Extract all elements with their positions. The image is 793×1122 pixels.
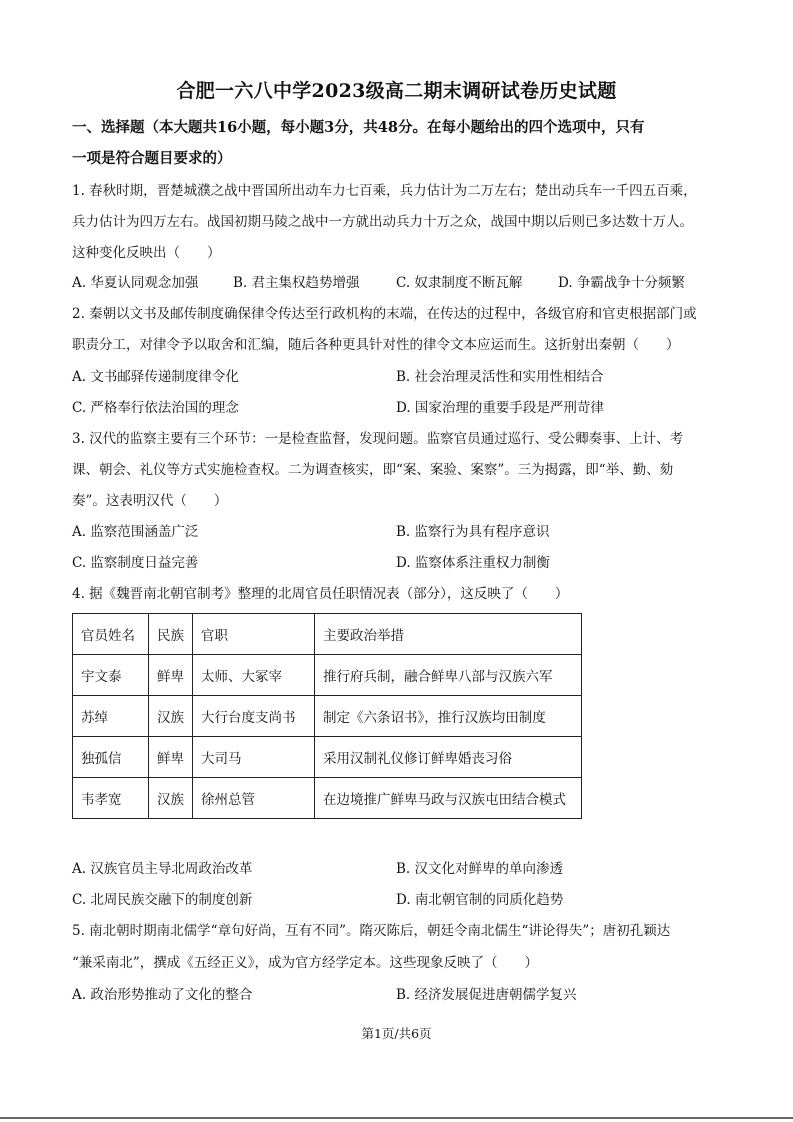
q4-option-a: A. 汉族官员主导北周政治改革 xyxy=(72,861,253,877)
exam-title: 合肥一六八中学2023级高二期末调研试卷历史试题 xyxy=(176,80,617,102)
q2-option-d: D. 国家治理的重要手段是严刑苛律 xyxy=(396,400,604,416)
table-cell: 汉族 xyxy=(149,696,193,737)
q3-stem-line3: 奏”。这表明汉代（ ） xyxy=(72,493,228,509)
section-heading-line2: 一项是符合题目要求的） xyxy=(72,150,232,167)
table-cell: 大行台度支尚书 xyxy=(193,696,315,737)
q2-option-a: A. 文书邮驿传递制度律令化 xyxy=(72,369,239,385)
table-cell: 在边境推广鲜卑马政与汉族屯田结合模式 xyxy=(315,778,582,819)
table-cell: 鲜卑 xyxy=(149,737,193,778)
q3-stem-line1: 3. 汉代的监察主要有三个环节：一是检查监督，发现问题。监察官员通过巡行、受公卿奏事、上计、考 xyxy=(72,431,684,447)
q1-stem-line2: 兵力估计为四万左右。战国初期马陵之战中一方就出动兵力十万之众，战国中期以后则已多达数十万人。 xyxy=(72,214,693,230)
q2-stem-line2: 职责分工，对律令予以取舍和汇编，随后各种更具针对性的律令文本应运而生。这折射出秦朝（ ） xyxy=(72,337,680,353)
q3-option-a: A. 监察范围涵盖广泛 xyxy=(72,524,199,540)
q4-option-c: C. 北周民族交融下的制度创新 xyxy=(72,892,253,908)
officials-table xyxy=(72,613,582,819)
q1-stem-line3: 这种变化反映出（ ） xyxy=(72,245,221,261)
q1-option-c: C. 奴隶制度不断瓦解 xyxy=(396,275,523,291)
q2-option-c: C. 严格奉行依法治国的理念 xyxy=(72,400,239,416)
q4-option-d: D. 南北朝官制的同质化趋势 xyxy=(396,892,564,908)
q1-option-b: B. 君主集权趋势增强 xyxy=(233,275,360,291)
page-number: 第1页/共6页 xyxy=(361,1026,432,1041)
table-cell: 宇文泰 xyxy=(73,655,149,696)
table-header-cell: 民族 xyxy=(149,614,193,655)
table-cell: 制定《六条诏书》，推行汉族均田制度 xyxy=(315,696,582,737)
table-cell: 推行府兵制，融合鲜卑八部与汉族六军 xyxy=(315,655,582,696)
q5-option-b: B. 经济发展促进唐朝儒学复兴 xyxy=(396,987,577,1003)
q4-option-b: B. 汉文化对鲜卑的单向渗透 xyxy=(396,861,564,877)
table-cell: 韦孝宽 xyxy=(73,778,149,819)
table-row xyxy=(73,737,582,778)
q3-option-b: B. 监察行为具有程序意识 xyxy=(396,524,550,540)
table-cell: 采用汉制礼仪修订鲜卑婚丧习俗 xyxy=(315,737,582,778)
q3-stem-line2: 课、朝会、礼仪等方式实施检查权。二为调查核实，即“案、案验、案察”。三为揭露，即“举、勤、劾 xyxy=(72,462,674,478)
q2-stem-line1: 2. 秦朝以文书及邮传制度确保律令传达至行政机构的末端，在传达的过程中，各级官府和官吏根据部门或 xyxy=(72,306,697,322)
q5-stem-line2: “兼采南北”，撰成《五经正义》，成为官方经学定本。这些现象反映了（ ） xyxy=(72,955,539,971)
table-cell: 太师、大冢宰 xyxy=(193,655,315,696)
table-cell: 鲜卑 xyxy=(149,655,193,696)
q1-stem-line1: 1. 春秋时期，晋楚城濮之战中晋国所出动车力七百乘，兵力估计为二万左右；楚出动兵车一千四五百乘， xyxy=(72,183,697,199)
q5-stem-line1: 5. 南北朝时期南北儒学“章句好尚，互有不同”。隋灭陈后，朝廷令南北儒生“讲论得失”；唐初孔颖达 xyxy=(72,923,671,939)
table-cell: 苏绰 xyxy=(73,696,149,737)
q4-stem-line1: 4. 据《魏晋南北朝官制考》整理的北周官员任职情况表（部分），这反映了（ ） xyxy=(72,586,569,602)
q5-option-a: A. 政治形势推动了文化的整合 xyxy=(72,987,253,1003)
table-header-cell: 官职 xyxy=(193,614,315,655)
q1-option-a: A. 华夏认同观念加强 xyxy=(72,275,199,291)
table-header-cell: 主要政治举措 xyxy=(315,614,582,655)
bottom-divider xyxy=(0,1117,793,1119)
q3-option-c: C. 监察制度日益完善 xyxy=(72,555,199,571)
q3-option-d: D. 监察体系注重权力制衡 xyxy=(396,555,550,571)
table-cell: 徐州总管 xyxy=(193,778,315,819)
table-cell: 独孤信 xyxy=(73,737,149,778)
table-header-row xyxy=(73,614,582,655)
section-heading-line1: 一、选择题（本大题共16小题，每小题3分，共48分。在每小题给出的四个选项中，只有 xyxy=(72,119,645,136)
table-row xyxy=(73,655,582,696)
q2-option-b: B. 社会治理灵活性和实用性相结合 xyxy=(396,369,604,385)
table-cell: 汉族 xyxy=(149,778,193,819)
q1-option-d: D. 争霸战争十分频繁 xyxy=(558,275,685,291)
table-header-cell: 官员姓名 xyxy=(73,614,149,655)
table-row xyxy=(73,778,582,819)
table-row xyxy=(73,696,582,737)
table-cell: 大司马 xyxy=(193,737,315,778)
